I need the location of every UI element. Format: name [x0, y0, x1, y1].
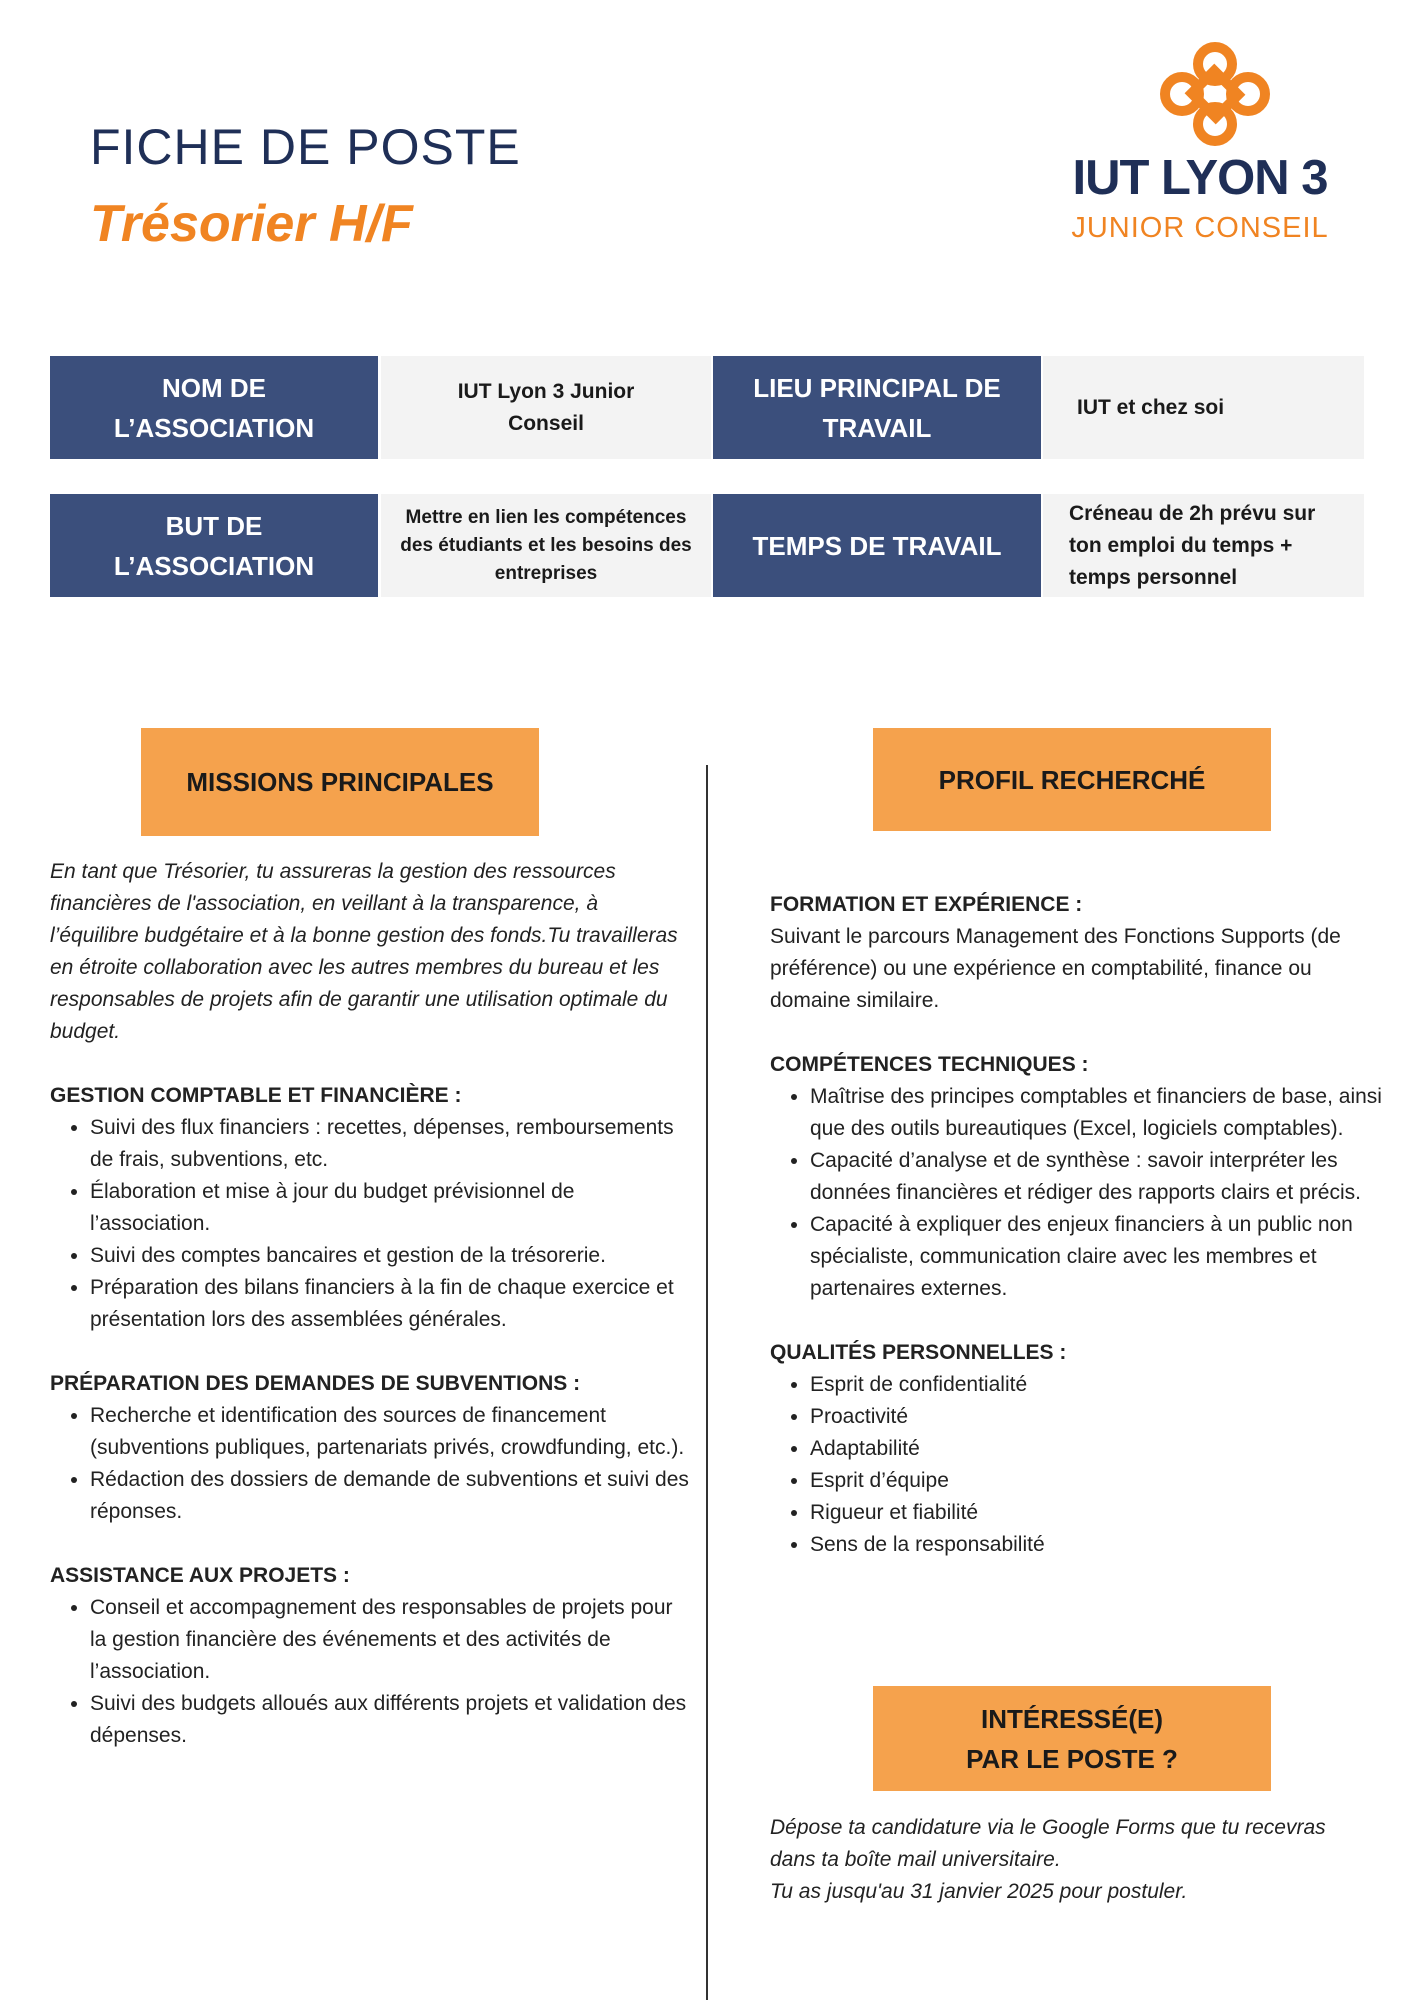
bullet-list	[50, 1592, 690, 1752]
profile-heading: PROFIL RECHERCHÉ	[873, 728, 1271, 831]
list-item: • Suivi des comptes bancaires et gestion de la trésorerie.	[90, 1240, 690, 1272]
qualites-section	[770, 1337, 1394, 1561]
work-time-label: TEMPS DE TRAVAIL	[713, 494, 1041, 597]
logo	[1050, 42, 1350, 252]
document-type: FICHE DE POSTE	[90, 119, 521, 175]
logo-name: IUT LYON 3	[1072, 151, 1328, 205]
apply-instructions	[770, 1812, 1370, 1908]
apply-heading-line1: INTÉRESSÉ(E)	[980, 1703, 1164, 1734]
list-item: • Proactivité	[810, 1401, 1394, 1433]
missions-heading: MISSIONS PRINCIPALES	[141, 728, 539, 836]
list-item: • Rédaction des dossiers de demande de subventions et suivi des réponses.	[90, 1464, 690, 1528]
list-item: • Adaptabilité	[810, 1433, 1394, 1465]
apply-heading-line2: PAR LE POSTE ?	[966, 1743, 1178, 1774]
list-item: • Esprit d’équipe	[810, 1465, 1394, 1497]
missions-intro: En tant que Trésorier, tu assureras la gestion des ressources financières de l'association, en veillant à la transparence, à l’équilibre budgétaire et à la bonne gestion des fonds.Tu travailleras en étroite collaboration avec les autres membres du bureau et les responsables de projets afin de garantir une utilisation optimale du budget.	[50, 860, 678, 1043]
list-item: • Maîtrise des principes comptables et financiers de base, ainsi que des outils bureautiques (Excel, logiciels comptables).	[810, 1081, 1394, 1145]
list-item: • Suivi des budgets alloués aux différents projets et validation des dépenses.	[90, 1688, 690, 1752]
logo-subtitle: JUNIOR CONSEIL	[1071, 212, 1329, 244]
association-goal-value: Mettre en lien les compétences des étudiants et les besoins des entreprises	[381, 494, 711, 597]
association-name-value: IUT Lyon 3 Junior Conseil	[381, 356, 711, 459]
list-item: • Suivi des flux financiers : recettes, dépenses, remboursements de frais, subventions, etc.	[90, 1112, 690, 1176]
competences-title: COMPÉTENCES TECHNIQUES :	[770, 1053, 1089, 1076]
section-title: PRÉPARATION DES DEMANDES DE SUBVENTIONS :	[50, 1372, 581, 1395]
profile-column	[770, 889, 1394, 1561]
list-item: • Préparation des bilans financiers à la fin de chaque exercice et présentation lors des assemblées générales.	[90, 1272, 690, 1336]
section-assistance	[50, 1560, 690, 1752]
competences-section	[770, 1049, 1394, 1305]
bullet-list	[50, 1112, 690, 1336]
workplace-value: IUT et chez soi	[1043, 356, 1364, 459]
list-item: • Élaboration et mise à jour du budget prévisionnel de l’association.	[90, 1176, 690, 1240]
association-goal-label: BUT DE L’ASSOCIATION	[50, 494, 378, 597]
workplace-label: LIEU PRINCIPAL DE TRAVAIL	[713, 356, 1041, 459]
list-item: • Esprit de confidentialité	[810, 1369, 1394, 1401]
formation-title: FORMATION ET EXPÉRIENCE :	[770, 893, 1083, 916]
apply-heading	[873, 1686, 1271, 1791]
bullet-list	[770, 1369, 1394, 1561]
section-title: ASSISTANCE AUX PROJETS :	[50, 1564, 350, 1587]
orange-knot-logo-icon	[1160, 42, 1270, 147]
list-item: • Capacité d’analyse et de synthèse : savoir interpréter les données financières et rédiger des rapports clairs et précis.	[810, 1145, 1394, 1209]
list-item: • Recherche et identification des sources de financement (subventions publiques, partenariats privés, crowdfunding, etc.).	[90, 1400, 690, 1464]
column-divider	[706, 765, 708, 2000]
apply-deadline: Tu as jusqu'au 31 janvier 2025 pour postuler.	[770, 1880, 1188, 1903]
job-title: Trésorier H/F	[90, 195, 413, 253]
bullet-list	[50, 1400, 690, 1528]
section-title: GESTION COMPTABLE ET FINANCIÈRE :	[50, 1084, 462, 1107]
bullet-list	[770, 1081, 1394, 1305]
section-gestion	[50, 1080, 690, 1336]
list-item: • Capacité à expliquer des enjeux financiers à un public non spécialiste, communication claire avec les membres et partenaires externes.	[810, 1209, 1394, 1305]
section-subventions	[50, 1368, 690, 1528]
list-item: • Sens de la responsabilité	[810, 1529, 1394, 1561]
missions-column	[50, 856, 690, 1752]
association-name-label: NOM DE L’ASSOCIATION	[50, 356, 378, 459]
list-item: • Rigueur et fiabilité	[810, 1497, 1394, 1529]
formation-text: Suivant le parcours Management des Fonctions Supports (de préférence) ou une expérience en comptabilité, finance ou domaine similaire.	[770, 925, 1341, 1012]
apply-text: Dépose ta candidature via le Google Forms que tu recevras dans ta boîte mail universitaire.	[770, 1816, 1326, 1871]
qualites-title: QUALITÉS PERSONNELLES :	[770, 1341, 1067, 1364]
work-time-value: Créneau de 2h prévu sur ton emploi du temps + temps personnel	[1043, 494, 1364, 597]
list-item: • Conseil et accompagnement des responsables de projets pour la gestion financière des événements et des activités de l’association.	[90, 1592, 690, 1688]
